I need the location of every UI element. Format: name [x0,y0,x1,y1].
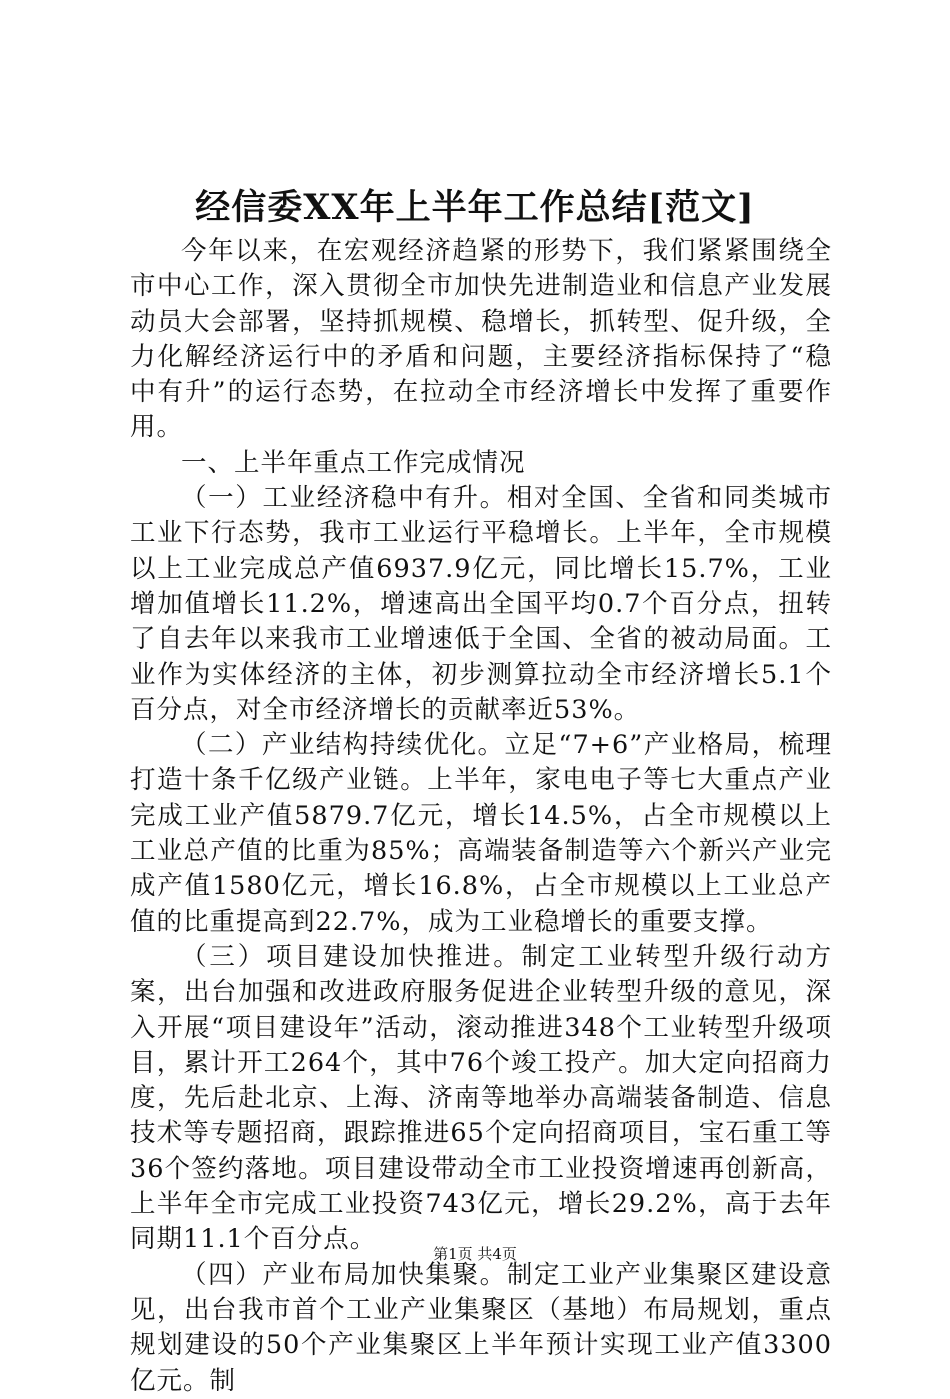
document-body [130,234,832,1399]
paragraph-project-construction: （三）项目建设加快推进。制定工业转型升级行动方案，出台加强和改进政府服务促进企业转型升级的意见，深入开展“项目建设年”活动，滚动推进348个工业转型升级项目，累计开工264个，其中76个竣工投产。加大定向招商力度，先后赴北京、上海、济南等地举办高端装备制造、信息技术等专题招商，跟踪推进65个定向招商项目，宝石重工等36个签约落地。项目建设带动全市工业投资增速再创新高，上半年全市完成工业投资743亿元，增长29.2%，高于去年同期11.1个百分点。 [130,941,832,1255]
paragraph-industrial-structure: （二）产业结构持续优化。立足“7+6”产业格局，梳理打造十条千亿级产业链。上半年，家电电子等七大重点产业完成工业产值5879.7亿元，增长14.5%，占全市规模以上工业总产值的比重为85%；高端装备制造等六个新兴产业完成产值1580亿元，增长16.8%，占全市规模以上工业总产值的比重提高到22.7%，成为工业稳增长的重要支撑。 [130,730,832,937]
section-heading: 一、上半年重点工作完成情况 [181,447,526,478]
page-number-footer: 第1页 共4页 [433,1245,517,1263]
paragraph-industrial-economy: （一）工业经济稳中有升。相对全国、全省和同类城市工业下行态势，我市工业运行平稳增长。上半年，全市规模以上工业完成总产值6937.9亿元，同比增长15.7%，工业增加值增长11.2%，增速高出全国平均0.7个百分点，扭转了自去年以来我市工业增速低于全国、全省的被动局面。工业作为实体经济的主体，初步测算拉动全市经济增长5.1个百分点，对全市经济增长的贡献率近53%。 [130,483,832,725]
document-title: 经信委XX年上半年工作总结[范文] [195,187,755,228]
paragraph-industrial-layout: （四）产业布局加快集聚。制定工业产业集聚区建设意见，出台我市首个工业产业集聚区（基地）布局规划，重点规划建设的50个产业集聚区上半年预计实现工业产值3300亿元。制 [130,1259,832,1396]
intro-paragraph: 今年以来，在宏观经济趋紧的形势下，我们紧紧围绕全市中心工作，深入贯彻全市加快先进制造业和信息产业发展动员大会部署，坚持抓规模、稳增长，抓转型、促升级，全力化解经济运行中的矛盾和问题，主要经济指标保持了“稳中有升”的运行态势，在拉动全市经济增长中发挥了重要作用。 [130,236,832,443]
